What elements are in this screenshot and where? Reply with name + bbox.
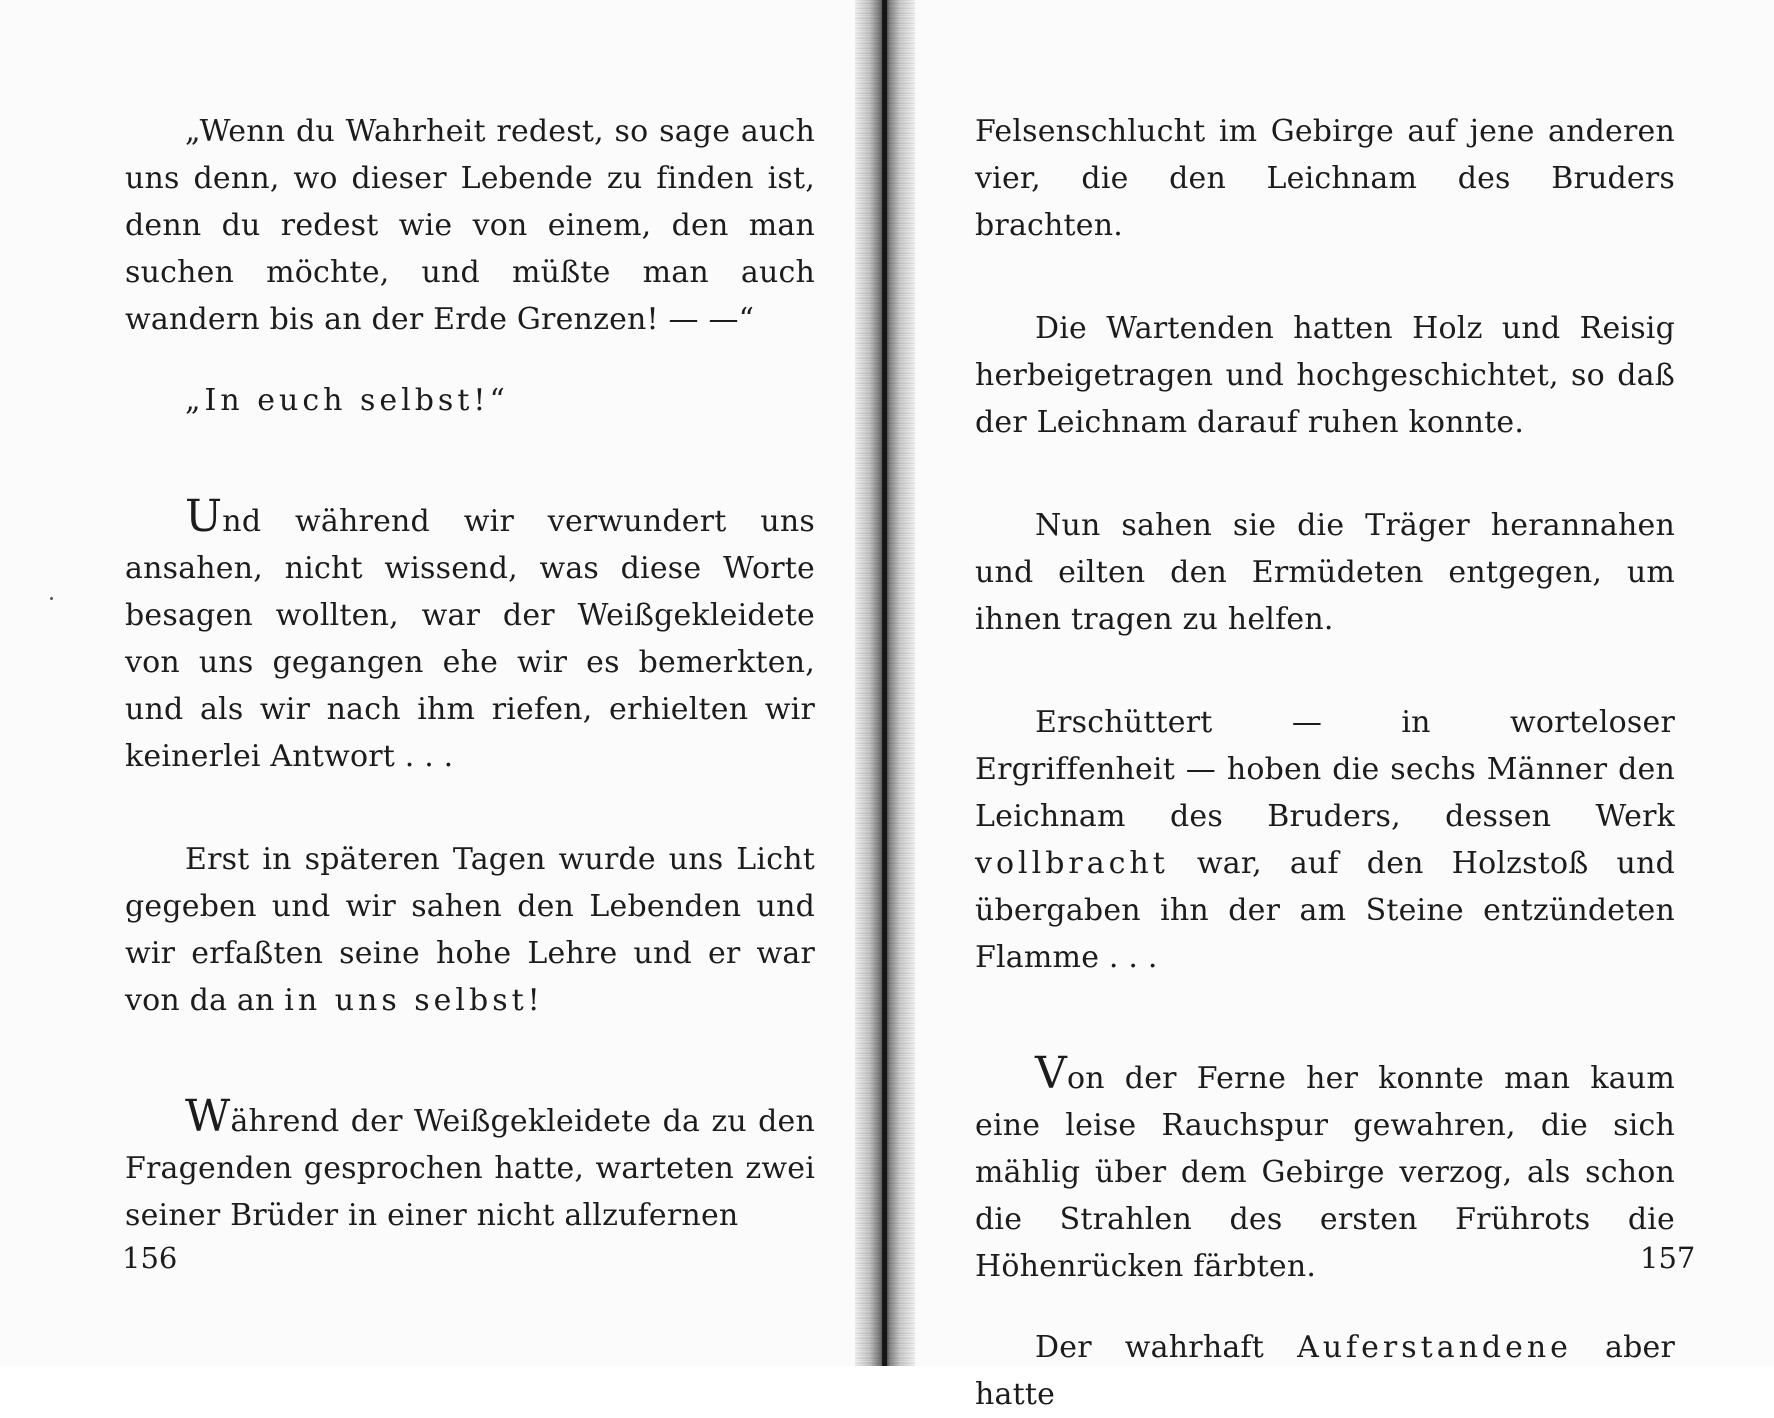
paragraph-text: Der wahrhaft xyxy=(1035,1330,1298,1365)
spaced-text: vollbracht xyxy=(975,846,1169,881)
margin-speck xyxy=(50,597,53,600)
paragraph-text: Erschüttert — in worteloser Ergriffenheit — hoben die sechs Männer den Leichnam des Bruders, dessen Werk xyxy=(975,705,1675,834)
paragraph-text: Erst in späteren Tagen wurde uns Licht gegeben und wir sahen den Lebenden und wir erfaßten seine hohe Lehre und er war von da an xyxy=(125,842,815,1018)
drop-cap: V xyxy=(1035,1048,1067,1099)
spaced-text: in uns selbst! xyxy=(284,983,544,1018)
spaced-text: „In euch selbst!“ xyxy=(185,383,509,418)
page-number: 157 xyxy=(1640,1241,1696,1275)
paragraph: Nun sahen sie die Träger herannahen und eilten den Ermüdeten entgegen, um ihnen tragen zu helfen. xyxy=(975,508,1675,637)
paragraph: Felsenschlucht im Gebirge auf jene anderen vier, die den Leichnam des Bruders brachten. xyxy=(975,114,1675,243)
paragraph: Die Wartenden hatten Holz und Reisig herbeigetragen und hochgeschichtet, so daß der Leichnam darauf ruhen konnte. xyxy=(975,311,1675,440)
right-page-text xyxy=(975,108,1675,1418)
paragraph xyxy=(975,1324,1675,1418)
left-page xyxy=(0,0,870,1366)
paragraph-text: on der Ferne her konnte man kaum eine leise Rauchspur gewahren, die sich mählig über dem Gebirge verzog, als schon die Strahlen des ersten Frührots die Höhenrücken färbten. xyxy=(975,1061,1675,1284)
paragraph: „Wenn du Wahrheit redest, so sage auch uns denn, wo dieser Lebende zu finden ist, denn du redest wie von einem, den man suchen möchte, und müßte man auch wandern bis an der Erde Grenzen! — —“ xyxy=(125,114,815,337)
paragraph-text: war, auf den Holzstoß und übergaben ihn der am Steine entzündeten Flamme . . . xyxy=(975,846,1675,975)
book-gutter xyxy=(855,0,915,1366)
paragraph xyxy=(125,836,815,1024)
paragraph xyxy=(125,1091,815,1239)
paragraph xyxy=(125,491,815,780)
paragraph-text: ährend der Weißgekleidete da zu den Fragenden gesprochen hatte, warteten zwei seiner Brüder in einer nicht allzufernen xyxy=(125,1104,815,1233)
left-page-text xyxy=(125,108,815,1239)
paragraph xyxy=(975,699,1675,981)
page-number: 156 xyxy=(122,1241,178,1275)
drop-cap: W xyxy=(185,1091,231,1142)
drop-cap: U xyxy=(185,491,223,542)
spaced-text: Auferstandene xyxy=(1297,1330,1572,1365)
paragraph xyxy=(975,1048,1675,1290)
paragraph xyxy=(125,377,815,424)
paragraph-text: aber hatte xyxy=(975,1330,1675,1412)
paragraph-text: nd während wir verwundert uns ansahen, nicht wissend, was diese Worte besagen wollten, war der Weißgekleidete von uns gegangen ehe wir es bemerkten, und als wir nach ihm riefen, erhielten wir keinerlei Antwort . . . xyxy=(125,504,815,774)
